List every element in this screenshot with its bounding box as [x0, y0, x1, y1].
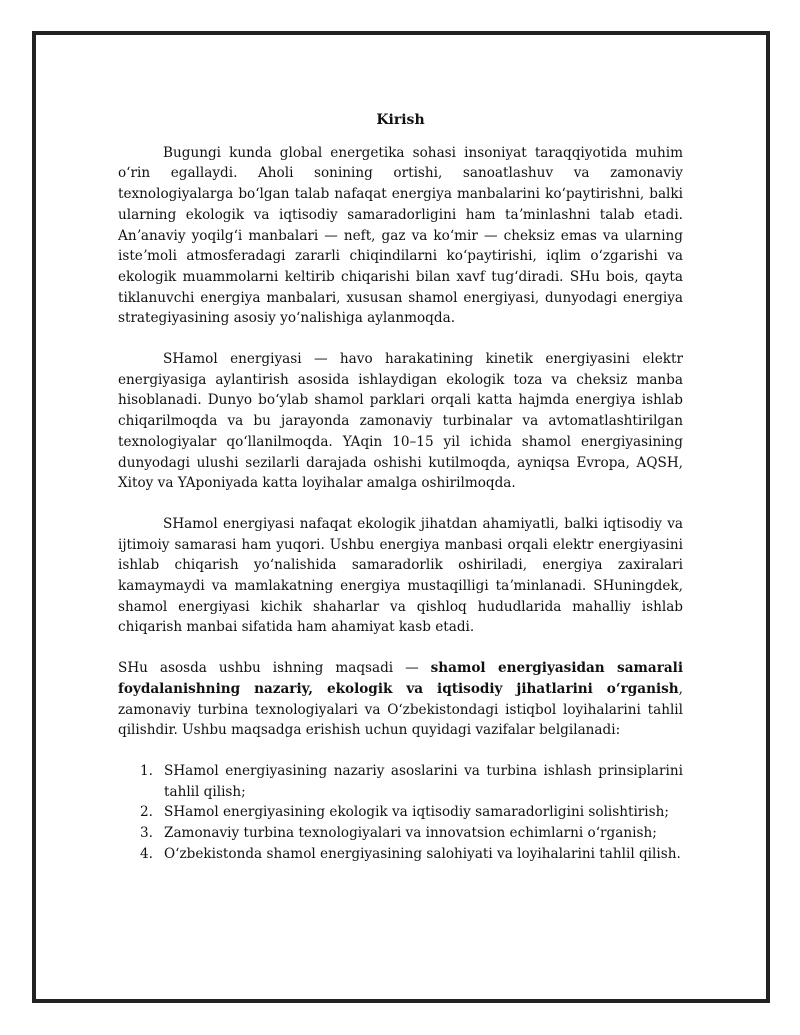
task-number: 1.	[140, 762, 153, 779]
task-text: Zamonaviy turbina texnologiyalari va innovatsion echimlarni oʻrganish;	[164, 825, 657, 842]
task-item	[118, 844, 683, 865]
task-item	[118, 761, 683, 802]
task-text: SHamol energiyasining ekologik va iqtisodiy samaradorligini solishtirish;	[164, 804, 669, 821]
paragraph-4-bold: shamol energiyasidan samarali foydalanishning nazariy, ekologik va iqtisodiy jihatlarini oʻrganish	[118, 660, 683, 697]
document-body	[118, 110, 683, 865]
document-title: Kirish	[376, 112, 425, 128]
task-text: Oʻzbekistonda shamol energiyasining salohiyati va loyihalarini tahlil qilish.	[164, 845, 681, 862]
task-number: 4.	[140, 845, 153, 862]
task-list	[118, 761, 683, 865]
task-number: 3.	[140, 825, 153, 842]
paragraph-4-start: SHu asosda ushbu ishning maqsadi —	[118, 660, 431, 677]
paragraph-4-end: , zamonaviy turbina texnologiyalari va Oʻzbekistondagi istiqbol loyihalarini tahlil qilishdir. Ushbu maqsadga erishish uchun quyidagi vazifalar belgilanadi:	[118, 680, 683, 739]
task-text: SHamol energiyasining nazariy asoslarini va turbina ishlash prinsiplarini tahlil qilish;	[164, 762, 683, 800]
paragraph-1: Bugungi kunda global energetika sohasi insoniyat taraqqiyotida muhim oʻrin egallaydi. Aholi sonining ortishi, sanoatlashuv va zamonaviy texnologiyalarga boʻlgan talab nafaqat energiya manbalarini koʻpaytirishni, balki ularning ekologik va iqtisodiy samaradorligini ham taʼminlashni talab etadi. Anʼanaviy yoqilgʻi manbalari — neft, gaz va koʻmir — cheksiz emas va ularning isteʼmoli atmosferadagi zararli chiqindilarni koʻpaytirishi, iqlim oʻzgarishi va ekologik muammolarni keltirib chiqarishi bilan xavf tugʻdiradi. SHu bois, qayta tiklanuvchi energiya manbalari, xususan shamol energiyasi, dunyodagi energiya strategiyasining asosiy yoʻnalishiga aylanmoqda.	[118, 144, 683, 327]
task-item	[118, 823, 683, 844]
paragraph-2: SHamol energiyasi — havo harakatining kinetik energiyasini elektr energiyasiga aylantirish asosida ishlaydigan ekologik toza va cheksiz manba hisoblanadi. Dunyo boʻylab shamol parklari orqali katta hajmda energiya ishlab chiqarilmoqda va bu jarayonda zamonaviy turbinalar va avtomatlashtirilgan texnologiyalar qoʻllanilmoqda. YAqin 10–15 yil ichida shamol energiyasining dunyodagi ulushi sezilarli darajada oshishi kutilmoqda, ayniqsa Evropa, AQSH, Xitoy va YAponiyada katta loyihalar amalga oshirilmoqda.	[118, 351, 683, 492]
task-item	[118, 802, 683, 823]
task-number: 2.	[140, 804, 153, 821]
paragraph-3: SHamol energiyasi nafaqat ekologik jihatdan ahamiyatli, balki iqtisodiy va ijtimoiy samarasi ham yuqori. Ushbu energiya manbasi orqali elektr energiyasini ishlab chiqarish yoʻnalishida samaradorlik oshiriladi, energiya zaxiralari kamaymaydi va mamlakatning energiya mustaqilligi taʼminlanadi. SHuningdek, shamol energiyasi kichik shaharlar va qishloq hududlarida mahalliy ishlab chiqarish manbai sifatida ham ahamiyat kasb etadi.	[118, 515, 683, 636]
paragraph-4	[118, 658, 683, 741]
